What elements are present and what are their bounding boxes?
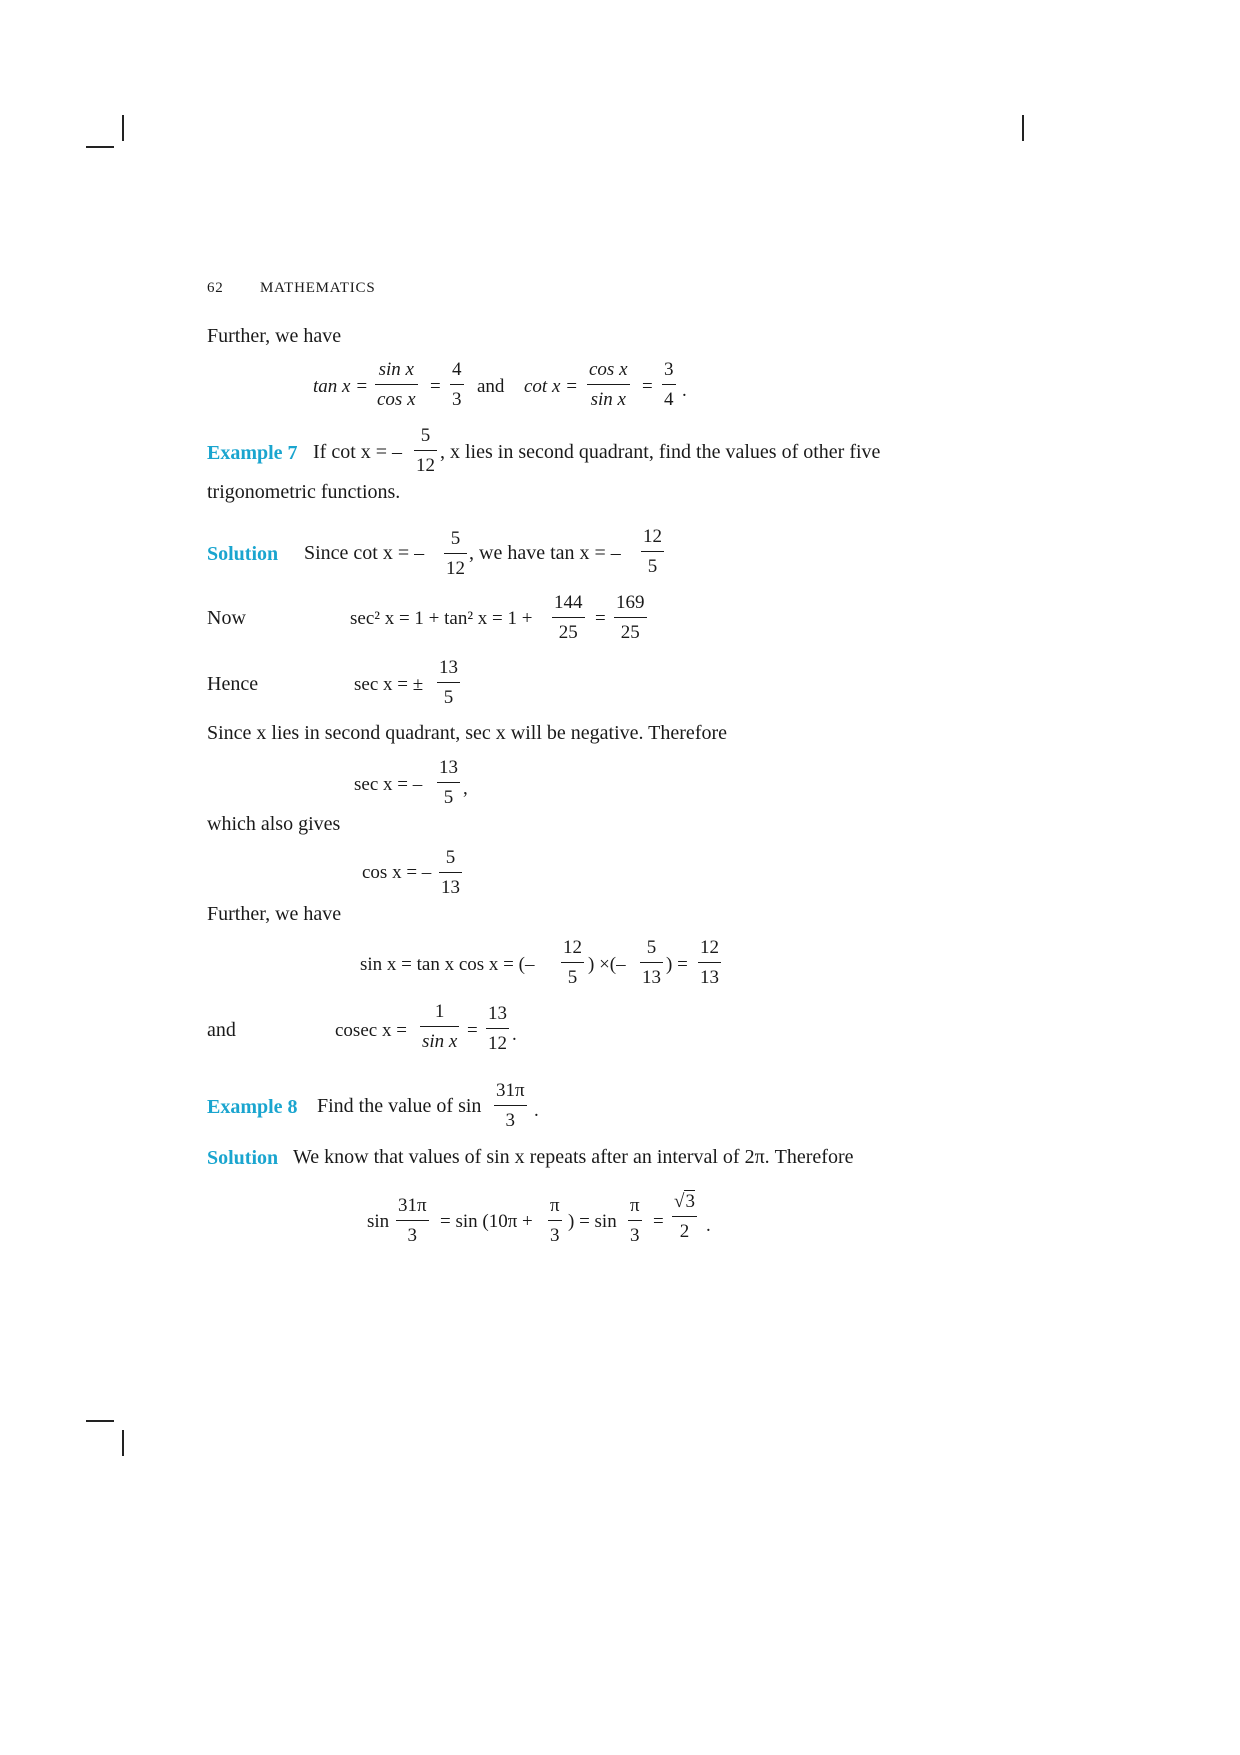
equals: = bbox=[642, 376, 653, 397]
further-we-have: Further, we have bbox=[207, 903, 342, 925]
crop-mark-top-left-h bbox=[86, 146, 114, 148]
fraction-13-over-5: $\frac{13}{5}$ bbox=[439, 757, 458, 808]
fraction-5-over-13: $\frac{5}{13}$ bbox=[441, 847, 460, 898]
fraction-5-over-13: $\frac{5}{13}$ bbox=[642, 937, 661, 988]
square-root-icon: √3 bbox=[674, 1191, 695, 1212]
fraction-12-over-13: $\frac{12}{13}$ bbox=[700, 937, 719, 988]
example-8-text: Find the value of sin bbox=[317, 1095, 482, 1117]
fraction-1-over-sin-x: $\frac{1}{\text{sin x}}$ bbox=[422, 1001, 458, 1052]
fraction-13-over-5: $\frac{13}{5}$ bbox=[439, 657, 458, 708]
equals: = bbox=[595, 608, 606, 629]
since-x-paragraph: Since x lies in second quadrant, sec x will be negative. Therefore bbox=[207, 722, 728, 744]
fraction-cos-over-sin: $\frac{\text{cos x}}{\text{sin x}}$ bbox=[589, 359, 628, 410]
fraction-5-over-12: $\frac{5}{12}$ bbox=[416, 425, 435, 476]
page-number: 62 bbox=[207, 280, 224, 296]
sec-plus-minus: sec x = ± bbox=[354, 674, 424, 695]
cosec-lhs: cosec x = bbox=[335, 1020, 407, 1041]
sin-word: sin bbox=[367, 1211, 390, 1232]
sin-expression: sin x = tan x cos x = (– bbox=[360, 954, 535, 975]
since-cot-text: Since cot x = – bbox=[304, 542, 425, 564]
period: . bbox=[534, 1100, 539, 1121]
equals: = bbox=[653, 1211, 664, 1232]
equals: = bbox=[467, 1020, 478, 1041]
fraction-12-over-5: $\frac{12}{5}$ bbox=[563, 937, 582, 988]
fraction-4-over-3: $\frac{4}{3}$ bbox=[452, 359, 462, 410]
example-8-label: Example 8 bbox=[207, 1096, 298, 1118]
period: . bbox=[706, 1215, 711, 1236]
example-7-text-a: If cot x = – bbox=[313, 441, 403, 463]
crop-mark-bottom-left-v bbox=[122, 1430, 124, 1456]
cos-negative: cos x = – bbox=[362, 862, 432, 883]
fraction-pi-over-3: $\frac{\pi}{3}$ bbox=[630, 1195, 640, 1246]
now-label: Now bbox=[207, 607, 246, 629]
example-7-label: Example 7 bbox=[207, 442, 298, 464]
sin-10pi-expression: = sin (10π + bbox=[440, 1211, 533, 1232]
fraction-sin-over-cos: $\frac{\text{sin x}}{\text{cos x}}$ bbox=[377, 359, 416, 410]
fraction-3-over-4: $\frac{3}{4}$ bbox=[664, 359, 674, 410]
equals-sin: ) = sin bbox=[568, 1211, 617, 1232]
and-label: and bbox=[207, 1019, 236, 1041]
solution-label: Solution bbox=[207, 543, 279, 565]
and-word: and bbox=[477, 376, 505, 397]
example-7-text-c: trigonometric functions. bbox=[207, 481, 401, 503]
fraction-pi-over-3: $\frac{\pi}{3}$ bbox=[550, 1195, 560, 1246]
times-sign: ) ×(– bbox=[588, 954, 626, 975]
equals: = bbox=[430, 376, 441, 397]
cot-lhs: cot x = bbox=[524, 376, 578, 397]
crop-mark-bottom-left-h bbox=[86, 1420, 114, 1422]
which-also-gives: which also gives bbox=[207, 813, 341, 835]
fraction-13-over-12: $\frac{13}{12}$ bbox=[488, 1003, 507, 1054]
solution-8-text: We know that values of sin x repeats after an interval of 2π. Therefore bbox=[293, 1146, 854, 1168]
comma: , bbox=[463, 778, 468, 799]
example-7-text-b: , x lies in second quadrant, find the values of other five bbox=[440, 441, 881, 463]
running-title: MATHEMATICS bbox=[260, 280, 376, 296]
crop-mark-top-right-v bbox=[1022, 115, 1024, 141]
hence-label: Hence bbox=[207, 673, 259, 695]
we-have-tan-text: , we have tan x = – bbox=[469, 542, 621, 564]
fraction-5-over-12: $\frac{5}{12}$ bbox=[446, 528, 465, 579]
solution-label: Solution bbox=[207, 1147, 279, 1169]
paragraph-further: Further, we have bbox=[207, 325, 342, 347]
fraction-144-over-25: $\frac{144}{25}$ bbox=[554, 592, 583, 643]
fraction-31pi-over-3: $\frac{31\pi}{3}$ bbox=[496, 1080, 525, 1131]
sec-squared-expression: sec² x = 1 + tan² x = 1 + bbox=[350, 608, 533, 629]
fraction-169-over-25: $\frac{169}{25}$ bbox=[616, 592, 645, 643]
fraction-root3-over-2: $\frac{√3}{2}$ bbox=[674, 1191, 695, 1242]
fraction-31pi-over-3: $\frac{31\pi}{3}$ bbox=[398, 1195, 427, 1246]
tan-lhs: tan x = bbox=[313, 376, 369, 397]
period: . bbox=[512, 1024, 517, 1045]
crop-mark-top-left-v bbox=[122, 115, 124, 141]
sec-negative: sec x = – bbox=[354, 774, 423, 795]
fraction-12-over-5: $\frac{12}{5}$ bbox=[643, 526, 662, 577]
close-paren-equals: ) = bbox=[666, 954, 688, 975]
period: . bbox=[682, 380, 687, 401]
